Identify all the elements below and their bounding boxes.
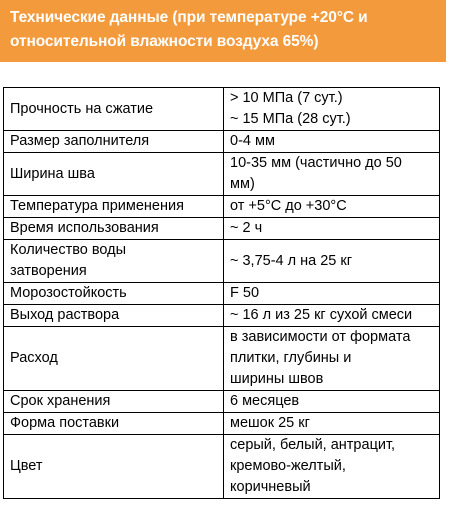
parameter-name-text: Морозостойкость [10, 285, 127, 301]
specifications-table-body [4, 88, 440, 499]
parameter-value-cell [224, 153, 440, 196]
parameter-name-text: Срок хранения [10, 393, 111, 409]
header-title-line-2: относительной влажности воздуха 65%) [10, 33, 319, 50]
parameter-value-cell [224, 283, 440, 305]
parameter-value-text: ~ 16 л из 25 кг сухой смеси [230, 307, 413, 323]
parameter-name-cell [4, 413, 224, 435]
parameter-name-cell [4, 153, 224, 196]
table-row [4, 131, 440, 153]
parameter-name-text: Выход раствора [10, 307, 120, 323]
parameter-name-cell [4, 88, 224, 131]
parameter-value-text: мешок 25 кг [230, 415, 310, 431]
parameter-name-text: Размер заполнителя [10, 133, 150, 149]
parameter-value-text: ~ 3,75-4 л на 25 кг [230, 252, 353, 269]
parameter-name-text: Прочность на сжатие [10, 100, 154, 117]
parameter-value-cell [224, 435, 440, 499]
parameter-value-text: мм) [230, 176, 255, 192]
parameter-name-cell [4, 131, 224, 153]
parameter-value-cell [224, 131, 440, 153]
table-row [4, 283, 440, 305]
parameter-value-text: F 50 [230, 285, 260, 301]
parameter-value-cell [224, 305, 440, 327]
parameter-value-text: коричневый [230, 479, 311, 495]
parameter-name-text: Цвет [10, 458, 43, 474]
table-row [4, 153, 440, 196]
parameter-value-text: > 10 МПа (7 сут.) [230, 90, 343, 106]
parameter-value-text: ~ 2 ч [230, 220, 263, 236]
parameter-name-cell [4, 240, 224, 283]
parameter-value-text: 0-4 мм [230, 133, 275, 149]
parameter-value-cell [224, 413, 440, 435]
parameter-name-text: Время использования [10, 220, 159, 236]
parameter-name-text: Расход [10, 350, 58, 366]
parameter-value-text: кремово-желтый, [230, 458, 346, 474]
table-row [4, 196, 440, 218]
parameter-value-cell [224, 196, 440, 218]
header-banner [0, 0, 446, 62]
parameter-value-text: серый, белый, антрацит, [230, 437, 396, 453]
specifications-table [3, 87, 440, 499]
parameter-value-text: ширины швов [230, 371, 324, 387]
parameter-value-text: 6 месяцев [230, 393, 300, 409]
table-row [4, 413, 440, 435]
parameter-value-cell [224, 88, 440, 131]
parameter-value-cell [224, 240, 440, 283]
table-row [4, 88, 440, 131]
parameter-value-cell [224, 327, 440, 391]
table-row [4, 435, 440, 499]
parameter-name-text: Форма поставки [10, 415, 120, 431]
table-row [4, 327, 440, 391]
parameter-name-cell [4, 327, 224, 391]
table-row [4, 391, 440, 413]
parameter-name-text: затворения [10, 263, 87, 279]
parameter-name-text: Температура применения [10, 198, 184, 214]
parameter-name-cell [4, 435, 224, 499]
parameter-value-text: плитки, глубины и [230, 350, 352, 366]
table-row [4, 305, 440, 327]
parameter-name-cell [4, 391, 224, 413]
parameter-name-cell [4, 218, 224, 240]
parameter-name-text: Ширина шва [10, 165, 95, 182]
table-row [4, 240, 440, 283]
parameter-value-text: 10-35 мм (частично до 50 [230, 155, 402, 171]
parameter-value-text: в зависимости от формата [230, 329, 411, 345]
parameter-value-text: от +5°C до +30°C [230, 198, 347, 214]
parameter-name-cell [4, 305, 224, 327]
parameter-name-text: Количество воды [10, 242, 127, 258]
parameter-name-cell [4, 196, 224, 218]
parameter-value-text: ~ 15 МПа (28 сут.) [230, 111, 351, 127]
parameter-name-cell [4, 283, 224, 305]
table-row [4, 218, 440, 240]
header-title-line-1: Технические данные (при температуре +20°C и [10, 9, 368, 26]
parameter-value-cell [224, 391, 440, 413]
parameter-value-cell [224, 218, 440, 240]
